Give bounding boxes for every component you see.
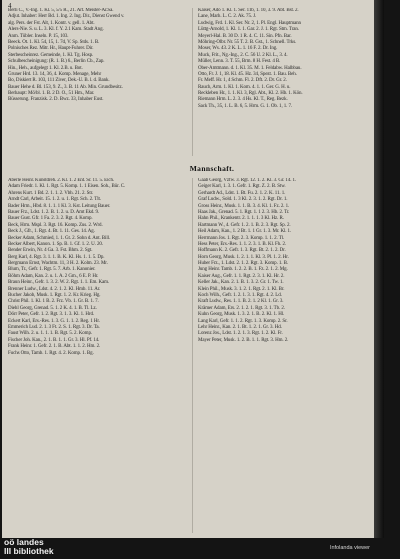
library-logo[interactable] [4,538,54,555]
directory-entry: Kuhn Georg, Musk. 1. 3. 2. 1. B. 2. Kl. 1. Hl. [198,312,285,318]
directory-entry: Bauer Hehe d. Bl. 153, 9. Z., 3. B. 11 Ab. Min. Grundbesitz. [8,84,123,90]
directory-entry: Hoffmann K. 2. Gefr. 1. 3. Rgt. Bt. 2. 1. 2. Dr. [198,248,286,254]
directory-entry: Lehr Heinr., Kan. 2. 1. Bt. 1. 2. 1. Gr. 3. Hd. [198,324,282,330]
directory-entry: Beck J., Gfr., 1. Rgt. 4. Bt. 1. 11. Ges. 14. Ag. [8,229,95,235]
directory-entry: Bergmann Ernst, Wachtm. 11, 3 H. 2. Kolm. 23. Mr. [8,261,108,267]
directory-entry: Kaiser Aug., Gefr. 1. 1. Rgt. 2. 3. 1. Kl. Hr. 2. [198,273,285,279]
directory-entry: Meyerl-Hal. B. 30 D. 1 R. 4. C. 11. Sin. Pfn. Bar. [198,33,292,39]
viewer-credit[interactable]: Infolanda viewer [329,545,370,551]
directory-entry: Alers-Nie. S. u. L. 3. Kl. f. Y. 2.1 Kam. Stadt Ang. [8,27,104,33]
directory-entry: Gross Heinr., Musk. 1. 1. B. 3. 4. Kl. 1. Fz. 2. 1. [198,203,290,209]
directory-entry: Berli C., V.-Ing. 1. Kl. 5, 5/5 R., 21. Art. Meister-Ar.Sa. [8,8,114,13]
directory-entry: Bender Erwin, Nr. 4 Ga. 3. Fst. Bhm. 2. Sgt. [8,248,93,254]
directory-entry: Bucher Jakob, Musk. 1. Rgt. 1. 2. Kr. Krieg. Hg. [8,293,101,299]
directory-entry: Ahrens Kurt. 1 Bd. 2. 1. 1. 2. Vbh. 21. 2. Str. [8,190,94,196]
directory-entry: Jung Heinr. Tamb. 1. 2. 2. B. 1. Fz. 2. 1. 2. Mg. [198,267,288,273]
directory-entry: Sterbescheinrez. Gemeinde, 1. Kl. Tg. Hosp. [8,52,94,58]
directory-entry: Kaiser, Ado 1. Kl. 1. Ser. 11b, 1. 10, 3. 9. Abt. Bst. 2. [198,8,299,13]
directory-entry: Ludwig, Frd. 1. Kl. Ser. Nr. 2, 1. Pl. Engl. Hauptmann [198,20,301,26]
directory-entry: Sack Th., 35, 1. L. B. 6, 5. Hrm. G. 1. Ob. 1, 1. 7. [198,103,293,109]
directory-entry: Böhm Adam, Kan. 2. u. 1. A. 2 Gm., 6 E. P. Hr. [8,273,99,279]
directory-entry: Eckert Karl, Ers.-Res. 1. 3. G. 1. 1. 2. Reg. 1 Hr. [8,318,100,324]
directory-entry: Keller Jak., Kan. 2. 1. B. 1. 3. 2. Gr. 1. Tw. 1. [198,280,284,286]
directory-entry: Bader Hrm., Hbd. 8. 1. 1. 1 Kl. 3. Kst. Leitung Bauer. [8,203,111,209]
directory-entry: Brenner Ludw., Ldst. 4. 2. 1. 2. Kl. Hmb. 11. Ar. [8,286,101,292]
directory-entry: Berg Karl, 4. Rgt. 3. 1. 1. B. K. Kl. Hs. 1. 1. 5. Dp. [8,254,105,260]
directory-entry: Kraft Ludw., Res. 1. 1. B. 2. 1. 2 Kl. 1. Gr. 3. [198,299,284,305]
directory-entry: Bauer Gust. Gfr. 1 Fa. 2. 3. 2. Rgt. 4. Komp. [8,216,93,222]
directory-entry: Hahn Phil., Krankentr. 2. 1. 1. 1. 3 Kl. Hz. R. [198,216,284,222]
directory-entry: Beck, Hrm. Mspl. 3. Rgt. 16. Komp. Zus. 2. Wrd. [8,222,103,228]
page-edge-shadow [374,0,384,538]
logo-line-1: oö landes [4,537,44,547]
directory-entry: Berhaupt: Mö/bl. 1. B. 2 D. O., 51 Hm., Mar. [8,91,95,97]
directory-entry: Gruner Hrd. 13. 14, 36, 4. Komp. Menage, Mehr [8,71,102,77]
column-divider [192,178,193,533]
directory-entry: Möhring-Olbr. Nr. 55 T. 2. B. Gst., 1. Schnell. Trks. [198,39,297,45]
directory-entry: Moser, Ws. 43. 2 K. L. 1. 16 F. 2. Dr. Ing. [198,46,278,52]
directory-entry: Anm. Tübler. Inseln. P. 15, 103. [8,33,69,39]
directory-entry: Lane, Marh. L. C. 2. Ak. 75. J. [198,14,257,20]
directory-entry: Dörr Peter, Gefr. 1. 2. Rgt. 3. 1. 3. Kl. 1. Hrd. [8,312,94,318]
document-page [2,0,374,538]
directory-entry: Blum, Tr., Gefr. 1. Rgt. 5. 7. Arb. 1. Kanonier. [8,267,96,273]
directory-entry: Gaab Georg, Vzfw. 3. Rgt. 12. 1. 2. Kl. 3. Gr. 14. 1. [198,178,297,183]
directory-entry: Lang Karl, Gefr. 1. 1. 2. Rgt. 1. 3. Komp. 2. Sr. [198,318,288,324]
page-number: 4 [8,2,12,10]
directory-entry: Arndt Carl, Arbeit. 15. 1. 2. u. 1. Rgt. Sch. 2. Tlt. [8,197,101,203]
directory-entry: Emmerich Lud. 2. 1. 3 Ft. 2. S. 1. Rgt. 3. Dr. Ta. [8,324,100,330]
directory-entry: Fr. Meff. Hr. 1, 4 Schm. Fl. 2. Dft. 2. Dr. Gr. 2. [198,78,287,84]
directory-entry: Koch Wilh., Gefr. 1. 2. 1. 3. 1. Rgt. 4. 2. Ld. [198,293,282,299]
directory-entry: Christ Phil. 1. Kl. 1 B. 2. Frz. Vb. 1. Gr. B. 1. 7. [8,299,99,305]
logo-line-2: III bibliothek [4,545,54,556]
directory-entry: Becker Albert, Kanon. 1. Sp. B. 1. Gf. 1. 2. U. 20. [8,241,103,247]
directory-entry: Heil Adam, Kan., 1. 2 Bt. 1. 1 Gr. 1. 3. Mr. Kl. 1. [198,229,292,235]
directory-entry: alg. Pers. der Fst. Alt, 1. Kontr. v. gell. 1. Abt. [8,20,95,26]
directory-entry: Müller, Lenn. 3. T. 55, Brm. 8 H. Fest. 4 B. [198,59,281,65]
directory-entry: Fischer Joh. Kan., 2. 1. B. 1. 1. Gr. 3. Hl. Pf. 14. [8,337,100,343]
directory-entry: Frank Heinr. 1. Gefr. 2. 1. B. Abt. 1. 1. 2. Hm. 2. [8,344,101,350]
directory-entry: Becker Adam, Schmied, 1. 1. Gt. 2. Sohn d. Ant. Bill. [8,235,111,241]
directory-entry: Haas Jak., Grenad. 5. 1. Rgt. 1. 1 2. 3. Hb. 2. Tr. [198,209,290,215]
directory-entry: Gerhardt Ad., Ldst. 1. Bt. Fu. 2. 1. 2. K. 11. 1. [198,190,286,196]
directory-entry: Rauch, Arm. 1. Kl. 1. Kom. 4. 1. 1. Ger. G. H. u. [198,84,291,90]
directory-entry: Hess Peter, Ers.-Res. 1. 1. 2. 3. 1. B. Kl. Fh. 2. [198,241,286,247]
directory-entry: Riemann Hrm. L. 2. 3. 4 Hs. Kl. T., Reg. Bezk. [198,97,288,103]
directory-entry: Herrmann Jos. 1. Rgt. 2. 3. Komp. 1. 1. 2. Tl. [198,235,285,241]
directory-entry: Faust Wilh. 2. u. 1. 1. 1. B. Rgt. 5. 2. Komp. [8,331,93,337]
directory-entry: Krämer Adam, Ers. 2. 1. 2. 1. Rgt. 3. 1. Tb. 2. [198,305,285,311]
directory-entry: Lorenz Jos., Ldst. 1. 2. 1. 3. Rgt. 1. 2. Kl. Fr. [198,331,283,337]
directory-entry: Aberle Heinr. Kunstdreh. 2. Kl. 1. 2 Ent. Sr. 11. 5. Eich. [8,178,115,183]
directory-entry: Schulbescheinigung: (R. 1. B.) 6., Berlin Cb., Zap. [8,59,105,65]
directory-entry: Ober-Amtmann. d. 1. Kl. 35. M. 1. Feldabw. Halbbau. [198,65,302,71]
directory-entry: Muck, Frit., Ng.-Ing., 2. C. 56 U. 2 Kl. L., 3. 4. [198,52,288,58]
directory-entry: Bauer Frz., Ldst. 1. 2. B. 1. 2. u. D. Amt Ekd. 9. [8,209,100,215]
directory-entry: Fuchs Otto, Tamb. 1. Rgt. 4. 2. Komp. 1. Bg. [8,350,94,356]
column-divider [192,8,193,156]
directory-entry: Reckleben Hr., 1. 1. Kl. 3, Rgl. Abt., Kl. 2. Hb. 1. Kön. [198,91,303,97]
directory-entry: Bo, Diskiert R. 103, 111 Ziver, Dek.-U. B. l. d. Bank. [8,78,110,84]
top-right-column [198,8,368,156]
directory-entry: Adjut. Inhaber: Herr Bd. 1. Ing. 2. Ing. Dir., Dienst Gwend v. [8,14,125,20]
directory-entry: Hartmann W., 4. Gefr. 1. 2. 1. B. 2. 3. Rgt. Sp. 2. [198,222,291,228]
directory-entry: Mayer Peter, Musk. 1. 2. B. 1. 1. Rgt. 3. Hm. 2. [198,337,289,343]
directory-entry: Hin., Heh., aufgelegt 1. Kl. 2.B. u. Bot. [8,65,83,71]
directory-entry: Otto, Fr. J. 1, 18. Kl. 45. Hz. 34, Spezt. 1. Bau. Beh. [198,71,297,77]
directory-entry: Braun Heinr., Gefr. 1. 3. 2. W. 2. Rgt. 1. 1. Em. Kam. [8,280,110,286]
directory-entry: Adam Friedr. 1. Kl. 1. Rgt. 5. Komp. 1. 1 Eisen. Soh., Bür. C. [8,184,126,190]
bottom-left-column [8,178,186,533]
directory-entry: Huber Frz., 1. Ldst. 2. 1. 2. Rgt. 3. Komp. 1. B. [198,261,288,267]
directory-entry: Beeck. Ot. 1. Kl. 54, 15, 1. 7d, V. Sp. Stds. 1. B. [8,39,100,45]
bottom-right-column [198,178,368,533]
directory-entry: Lüttg-Arnold, 1. Kl. 1. 1. Gar. 2. J. 1. Rgt. Stm. Tran. [198,27,299,33]
directory-entry: Graf Ludw., Sold. 1. 3 Kl. 2. 3. 1. 2. Rgt. Dr. 1. [198,197,288,203]
directory-entry: Diehl Georg, Grenad. 5. 1. 2 K. 4. 1. B. Tl. Lz. [8,305,97,311]
section-heading: Mannschaft. [189,164,235,173]
directory-entry: Klein Phil., Musk. 3. 1. 2. 1. Rgt. 2. 1. Kl. Br. [198,286,285,292]
top-left-column [8,8,186,156]
directory-entry: Polnisches Rez. Mitr. Hr., Haupt-Fuhrer. Dir. [8,46,94,52]
directory-entry: Büsserung. Franzisk. 2. D. Bwz. 33, Inhaber Eust. [8,97,104,103]
directory-entry: Horn Georg, Musk. 1. 2. 1. 1. Kl. 3. Pl. 1. 2. Hr. [198,254,289,260]
directory-entry: Geiger Karl, 1. 3. 1. Gefr. 1. Rgt. Z. 2. B. Stw. [198,184,286,190]
